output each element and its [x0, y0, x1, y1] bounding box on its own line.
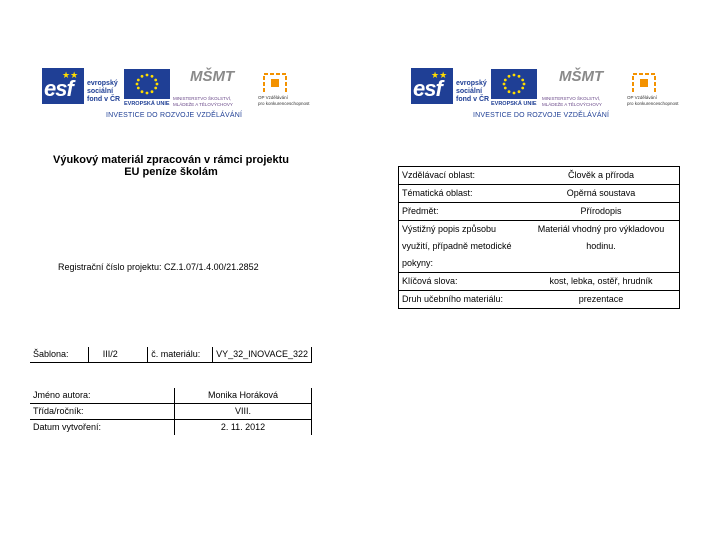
table-row — [30, 347, 312, 363]
table-row — [399, 203, 679, 221]
table-row — [30, 420, 312, 436]
msmt-caption-line: MINISTERSTVO ŠKOLSTVÍ, — [173, 96, 232, 101]
author-value: Monika Horáková — [175, 388, 312, 404]
metadata-label: Druh učebního materiálu: — [402, 294, 504, 304]
esf-caption — [456, 80, 489, 104]
esf-logo — [411, 68, 453, 104]
msmt-logo: MŠMT — [190, 68, 235, 85]
svg-text:★★: ★★ — [62, 70, 79, 80]
metadata-label: Výstižný popis způsobu využití, případně metodické pokyny: — [402, 224, 512, 268]
date-value: 2. 11. 2012 — [175, 420, 312, 436]
material-value: VY_32_INOVACE_322 — [213, 347, 312, 363]
table-row — [399, 291, 679, 308]
esf-stars-icon — [431, 69, 449, 81]
eu-flag-icon — [491, 69, 537, 99]
investment-slogan: INVESTICE DO ROZVOJE VZDĚLÁVÁNÍ — [473, 112, 610, 119]
sablona-value: III/2 — [88, 347, 148, 363]
sablona-label: Šablona: — [30, 347, 88, 363]
op-caption — [258, 95, 310, 106]
msmt-caption — [542, 96, 602, 107]
esf-caption-line: evropský — [87, 80, 118, 87]
logo-strip-left — [40, 66, 310, 124]
investment-slogan: INVESTICE DO ROZVOJE VZDĚLÁVÁNÍ — [106, 112, 243, 119]
metadata-label: Tématická oblast: — [402, 188, 473, 198]
msmt-caption-line: MLÁDEŽE A TĚLOVÝCHOVY — [173, 101, 233, 107]
metadata-value: Materiál vhodný pro výkladovou hodinu. — [537, 224, 665, 251]
eu-stars-icon — [124, 69, 170, 99]
metadata-value: prezentace — [578, 294, 624, 304]
esf-caption-line: sociální — [87, 88, 114, 95]
table-row — [399, 273, 679, 291]
class-value: VIII. — [175, 404, 312, 420]
esf-logo — [42, 68, 84, 104]
table-row — [399, 185, 679, 203]
esf-caption-line: fond v ČR — [456, 96, 490, 103]
project-title-line: EU peníze školám — [124, 166, 218, 178]
project-title-line: Výukový materiál zpracován v rámci projektu — [53, 154, 289, 166]
class-label: Třída/ročník: — [30, 404, 175, 420]
op-caption-line: OP Vzdělávání — [627, 95, 657, 100]
metadata-value: Přírodopis — [580, 206, 622, 216]
project-title — [40, 154, 302, 178]
svg-text:★★: ★★ — [431, 70, 448, 80]
date-label: Datum vytvoření: — [30, 420, 175, 436]
esf-logo-text: esf — [413, 76, 442, 101]
esf-logo-text: esf — [44, 76, 73, 101]
table-row — [399, 221, 679, 273]
op-logo-icon — [262, 70, 288, 94]
table-row — [30, 388, 312, 404]
table-row — [30, 404, 312, 420]
eu-label: EVROPSKÁ UNIE — [124, 101, 170, 107]
metadata-table — [398, 166, 680, 309]
author-table — [30, 388, 312, 435]
msmt-caption-line: MINISTERSTVO ŠKOLSTVÍ, — [542, 96, 601, 101]
metadata-label: Klíčová slova: — [402, 276, 458, 286]
author-label: Jméno autora: — [30, 388, 175, 404]
metadata-label: Vzdělávací oblast: — [402, 170, 476, 180]
metadata-label: Předmět: — [402, 206, 439, 216]
msmt-logo: MŠMT — [559, 68, 604, 85]
eu-stars-icon — [491, 69, 537, 99]
op-caption-line: pro konkurenceschopnost — [258, 100, 310, 106]
esf-caption — [87, 80, 120, 104]
logo-strip-right — [409, 66, 679, 124]
metadata-value: Opěrná soustava — [566, 188, 636, 198]
table-row — [399, 167, 679, 185]
msmt-caption — [173, 96, 233, 107]
esf-caption-line: evropský — [456, 80, 487, 87]
op-caption — [627, 95, 679, 106]
esf-caption-line: sociální — [456, 88, 483, 95]
material-label: č. materiálu: — [148, 347, 213, 363]
op-logo-icon — [631, 70, 657, 94]
registration-number: Registrační číslo projektu: CZ.1.07/1.4.00/21.2852 — [58, 262, 259, 272]
op-caption-line: OP Vzdělávání — [258, 95, 288, 100]
msmt-caption-line: MLÁDEŽE A TĚLOVÝCHOVY — [542, 101, 602, 107]
esf-caption-line: fond v ČR — [87, 96, 121, 103]
eu-flag-icon — [124, 69, 170, 99]
op-caption-line: pro konkurenceschopnost — [627, 100, 679, 106]
esf-stars-icon — [62, 69, 80, 81]
eu-label: EVROPSKÁ UNIE — [491, 101, 537, 107]
metadata-value: Člověk a příroda — [567, 170, 635, 180]
metadata-value: kost, lebka, ostěř, hrudník — [549, 276, 653, 286]
template-table — [30, 347, 312, 363]
